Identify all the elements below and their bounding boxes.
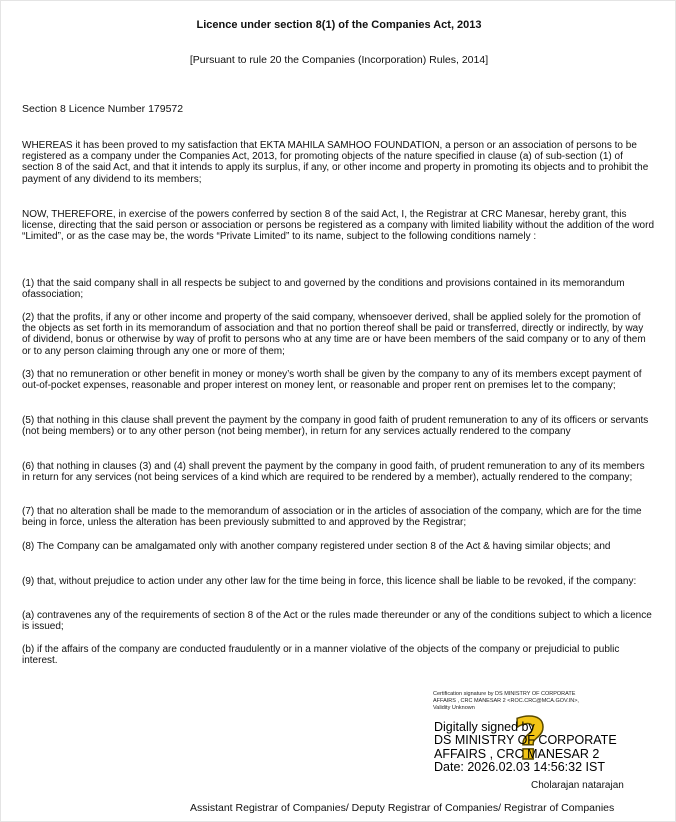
condition-8: (8) The Company can be amalgamated only with another company registered under section 8 of the Act & having similar objects; and (22, 541, 611, 552)
cert-line-1: Certification signature by DS MINISTRY OF CORPORATE (433, 691, 576, 697)
condition-9: (9) that, without prejudice to action under any other law for the time being in force, this licence shall be liable to be revoked, if the company: (22, 576, 637, 587)
licence-number: Section 8 Licence Number 179572 (22, 103, 184, 115)
digital-signed-by: Digitally signed by (434, 720, 535, 734)
digital-signer-line-1: DS MINISTRY OF CORPORATE (434, 733, 617, 748)
condition-9b: (b) if the affairs of the company are conducted fraudulently or in a manner violative of the objects of the company or prejudicial to public interest. (22, 644, 620, 667)
document-subtitle: [Pursuant to rule 20 the Companies (Incorporation) Rules, 2014] (189, 54, 489, 66)
signer-name: Cholarajan natarajan (531, 780, 624, 791)
signer-designation: Assistant Registrar of Companies/ Deputy Registrar of Companies/ Registrar of Companies (190, 802, 615, 814)
condition-9a: (a) contravenes any of the requirements of section 8 of the Act or the rules made thereunder or any of the conditions subject to which a licence is issued; (22, 610, 652, 633)
digital-signature-date: Date: 2026.02.03 14:56:32 IST (434, 760, 605, 775)
now-therefore-paragraph: NOW, THEREFORE, in exercise of the powers conferred by section 8 of the said Act, I, the Registrar at CRC Manesar, hereby grant, this license, directing that the said person or association or persons be registered as a company with limited liability without the addition of the word “Limited”, or as the case may be, the words “Private Limited” to its name, subject to the following conditions namely : (22, 209, 655, 243)
document-title: Licence under section 8(1) of the Companies Act, 2013 (196, 19, 482, 31)
svg-text:?: ? (513, 709, 547, 767)
cert-line-3: Validity Unknown (433, 705, 475, 711)
whereas-paragraph: WHEREAS it has been proved to my satisfaction that EKTA MAHILA SAMHOO FOUNDATION, a person or an association of persons to be registered as a company under the Companies Act, 2013, for promoting objects of the nature specified in clause (a) of sub-section (1) of section 8 of the said Act, and that it intends to apply its surplus, if any, or other income and property in promoting its objects and to prohibit the payment of any dividend to its members; (22, 140, 649, 185)
condition-2: (2) that the profits, if any or other income and property of the said company, whensoever derived, shall be applied solely for the promotion of the objects as set forth in its memorandum of association and that no portion thereof shall be paid or transferred, directly or indirectly, by way of dividend, bonus or otherwise by way of profit to persons who at any time are or have been members of the said company or to any of them or to any person claiming through any one or more of them; (22, 312, 646, 357)
cert-line-2: AFFAIRS , CRC MANESAR 2 <ROC.CRC@MCA.GOV.IN>, (433, 698, 579, 704)
condition-3: (3) that no remuneration or other benefit in money or money’s worth shall be given by the company to any of its members except payment of out-of-pocket expenses, reasonable and proper interest on money lent, or reasonable and proper rent on premises let to the company; (22, 369, 642, 392)
condition-1: (1) that the said company shall in all respects be subject to and governed by the conditions and provisions contained in its memorandum ofassociation; (22, 278, 625, 301)
digital-signature (434, 721, 617, 775)
condition-7: (7) that no alteration shall be made to the memorandum of association or in the articles of association of the company, which are for the time being in force, unless the alteration has been previously submitted to and approved by the Registrar; (22, 506, 642, 529)
digital-signer-line-2: AFFAIRS , CRC MANESAR 2 (434, 746, 600, 761)
condition-6: (6) that nothing in clauses (3) and (4) shall prevent the payment by the company in good faith, of prudent remuneration to any of its members in return for any services (not being services of a kind which are required to be rendered by a member), actually rendered to the company; (22, 461, 645, 484)
condition-5: (5) that nothing in this clause shall prevent the payment by the company in good faith of prudent remuneration to any of its officers or servants (not being members) or to any other person (not being member), in return for any services actually rendered to the company (22, 415, 649, 438)
